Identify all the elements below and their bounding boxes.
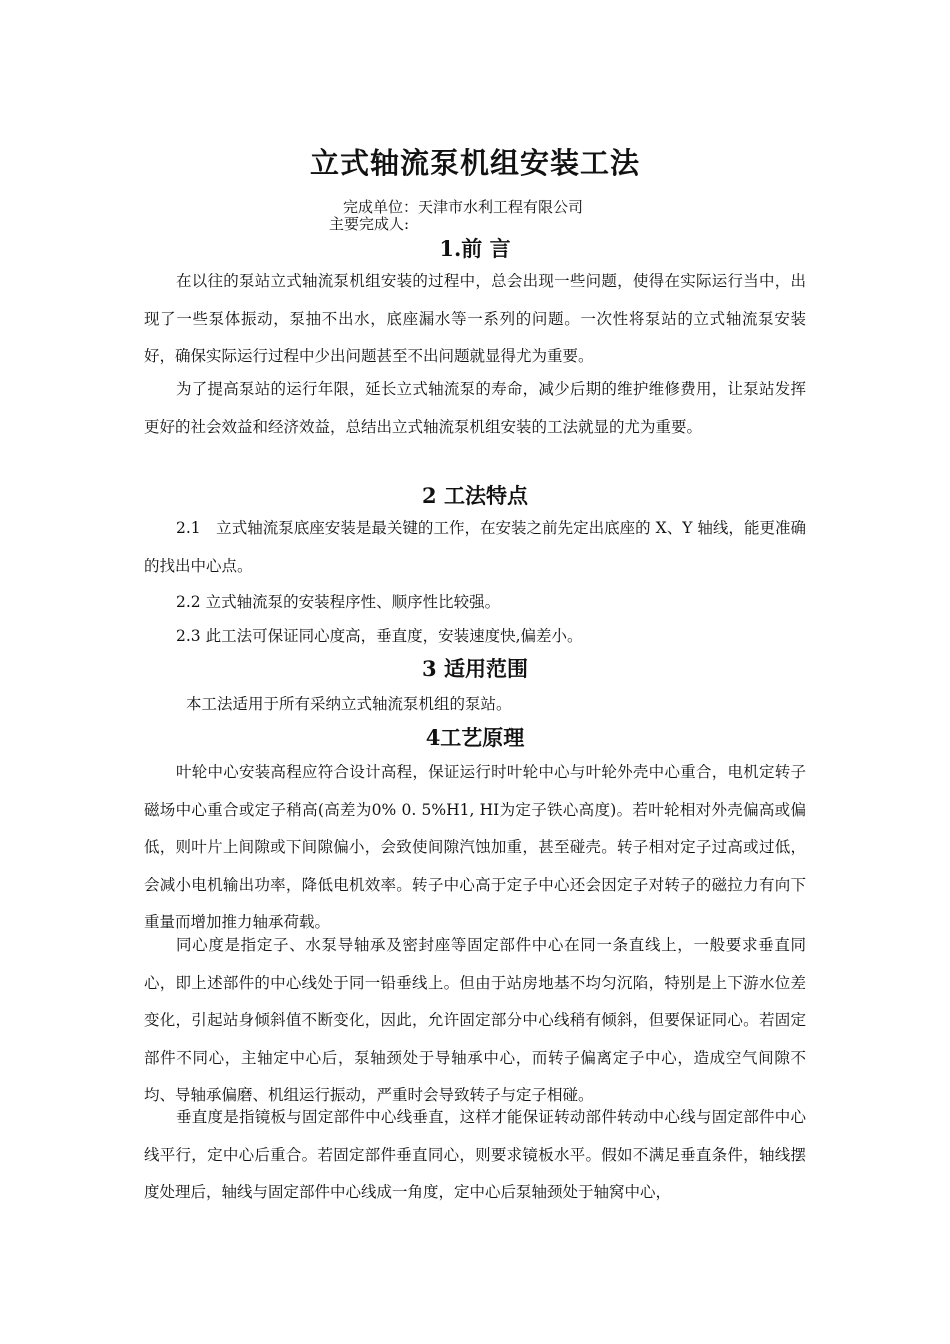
section-heading-features: 2 工法特点 — [422, 483, 528, 508]
paragraph: 2.2 立式轴流泵的安装程序性、顺序性比较强。 — [176, 593, 501, 611]
paragraph: 2.3 此工法可保证同心度高，垂直度，安装速度快,偏差小。 — [176, 627, 583, 645]
paragraph: 2.1 立式轴流泵底座安装是最关键的工作，在安装之前先定出底座的 X、Y 轴线，能更准确的找出中心点。 — [144, 519, 806, 575]
main-authors: 主要完成人: — [329, 215, 410, 233]
paragraph: 在以往的泵站立式轴流泵机组安装的过程中，总会出现一些问题，使得在实际运行当中，出现了一些泵体振动，泵抽不出水，底座漏水等一系列的问题。一次性将泵站的立式轴流泵安装好，确保实际运行过程中少出问题甚至不出问题就显得尤为重要。 — [144, 272, 806, 365]
section-heading-principle: 4工艺原理 — [425, 725, 525, 750]
section-heading-scope: 3 适用范围 — [422, 656, 528, 681]
paragraph: 叶轮中心安装高程应符合设计高程，保证运行时叶轮中心与叶轮外壳中心重合，电机定转子磁场中心重合或定子稍高(高差为0% 0. 5%H1, HI为定子铁心高度)。若叶轮相对外壳偏高或偏低，则叶片上间隙或下间隙偏小，会致使间隙汽蚀加重，甚至碰壳。转子相对定子过高或过低，会减小电机输出功率，降低电机效率。转子中心高于定子中心还会因定子对转子的磁拉力有向下重量而增加推力轴承荷载。 — [144, 763, 806, 931]
paragraph: 为了提高泵站的运行年限，延长立式轴流泵的寿命，减少后期的维护维修费用，让泵站发挥更好的社会效益和经济效益，总结出立式轴流泵机组安装的工法就显的尤为重要。 — [144, 380, 806, 436]
section-heading-preface: 1.前 言 — [439, 236, 511, 261]
paragraph: 垂直度是指镜板与固定部件中心线垂直，这样才能保证转动部件转动中心线与固定部件中心线平行，定中心后重合。若固定部件垂直同心，则要求镜板水平。假如不满足垂直条件，轴线摆度处理后，轴线与固定部件中心线成一角度，定中心后泵轴颈处于轴窝中心， — [144, 1108, 806, 1201]
paragraph: 同心度是指定子、水泵导轴承及密封座等固定部件中心在同一条直线上，一般要求垂直同心，即上述部件的中心线处于同一铅垂线上。但由于站房地基不均匀沉陷，特别是上下游水位差变化，引起站身倾斜值不断变化，因此，允许固定部分中心线稍有倾斜，但要保证同心。若固定部件不同心，主轴定中心后，泵轴颈处于导轴承中心，而转子偏离定子中心，造成空气间隙不均、导轴承偏磨、机组运行振动，严重时会导致转子与定子相碰。 — [144, 936, 806, 1104]
completion-unit: 完成单位：天津市水利工程有限公司 — [343, 198, 584, 216]
document-title: 立式轴流泵机组安装工法 — [309, 146, 640, 180]
paragraph: 本工法适用于所有采纳立式轴流泵机组的泵站。 — [186, 695, 512, 713]
